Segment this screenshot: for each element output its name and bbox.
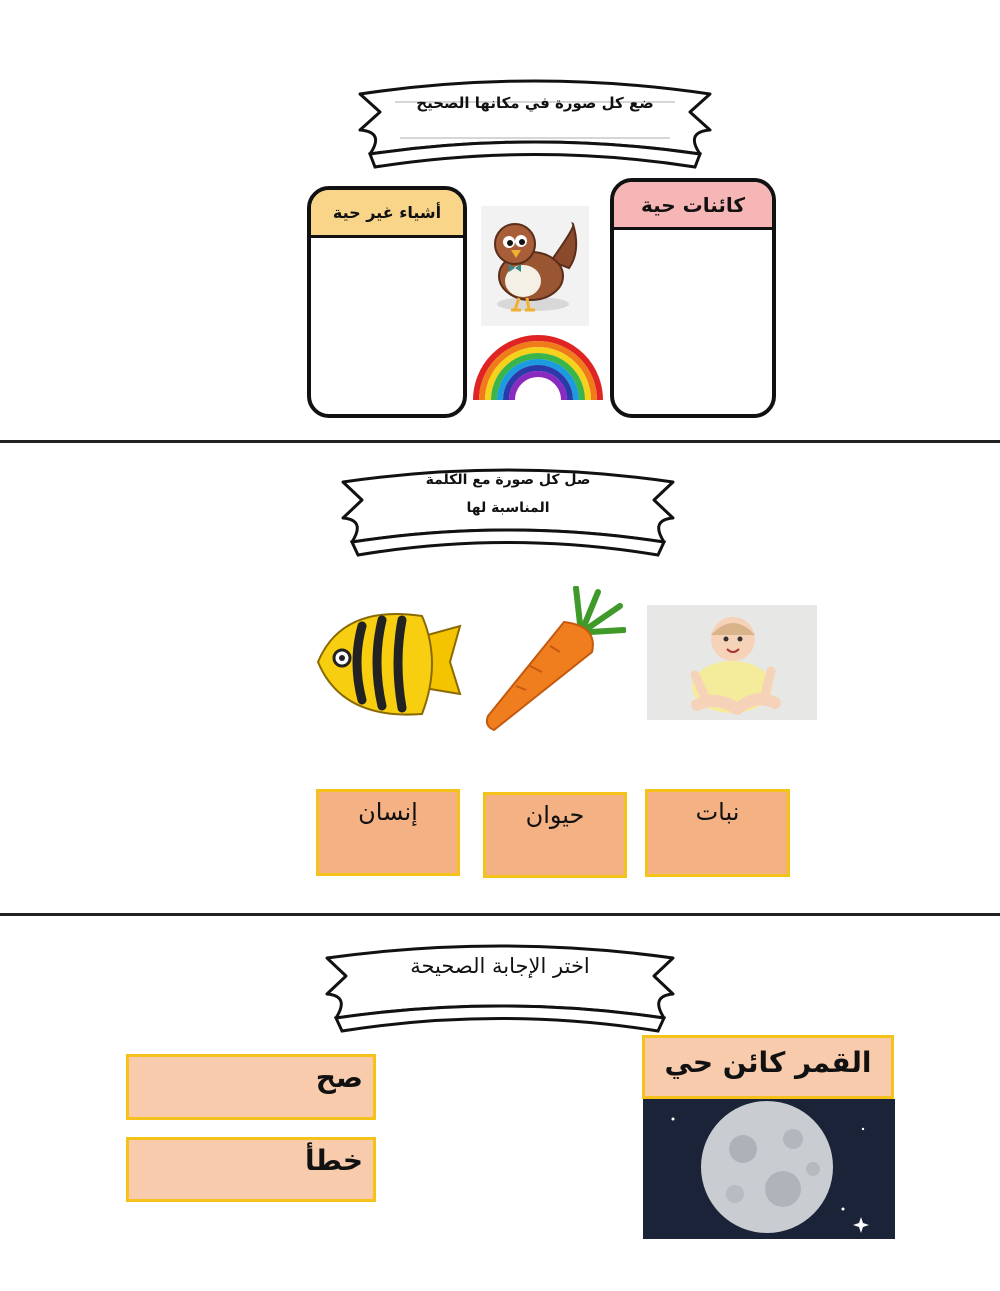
bird-icon (481, 206, 589, 326)
carrot-icon (480, 586, 626, 734)
section3-banner (322, 938, 678, 1038)
carrot-picture[interactable] (480, 586, 626, 734)
fish-icon (312, 596, 464, 728)
ribbon-banner-icon (322, 938, 678, 1038)
statement-text: القمر كائن حي (664, 1046, 872, 1079)
word-plant[interactable] (645, 789, 790, 877)
moon-picture (643, 1099, 895, 1239)
fish-picture[interactable] (312, 596, 464, 728)
bird-picture[interactable] (481, 206, 589, 326)
rainbow-icon (470, 334, 606, 400)
living-things-label: كائنات حية (640, 192, 746, 217)
section-divider-2 (0, 913, 1000, 916)
baby-icon (647, 605, 817, 720)
section-divider-1 (0, 440, 1000, 443)
living-things-header (614, 182, 772, 230)
nonliving-things-header (311, 190, 463, 238)
section2-instruction-line1: صل كل صورة مع الكلمة (425, 472, 591, 488)
true-answer-button[interactable] (126, 1054, 376, 1120)
moon-icon (643, 1099, 895, 1239)
word-animal[interactable] (483, 792, 627, 878)
section1-instruction: ضع كل صورة في مكانها الصحيح (416, 94, 654, 112)
ribbon-banner-icon (355, 72, 715, 176)
section2-banner (338, 462, 678, 562)
word-animal-label: حيوان (525, 801, 585, 829)
false-answer-label: خطأ (305, 1144, 363, 1177)
statement-box (642, 1035, 894, 1099)
nonliving-things-box[interactable] (307, 186, 467, 418)
section1-banner (355, 72, 715, 176)
word-human-label: إنسان (358, 798, 418, 826)
nonliving-things-label: أشياء غير حية (332, 203, 442, 222)
true-answer-label: صح (315, 1061, 363, 1094)
rainbow-picture[interactable] (470, 334, 606, 400)
baby-picture[interactable] (647, 605, 817, 720)
living-things-box[interactable] (610, 178, 776, 418)
false-answer-button[interactable] (126, 1137, 376, 1202)
word-plant-label: نبات (695, 798, 740, 826)
section2-instruction-line2: المناسبة لها (466, 500, 550, 516)
word-human[interactable] (316, 789, 460, 876)
section3-instruction: اختر الإجابة الصحيحة (410, 954, 590, 978)
